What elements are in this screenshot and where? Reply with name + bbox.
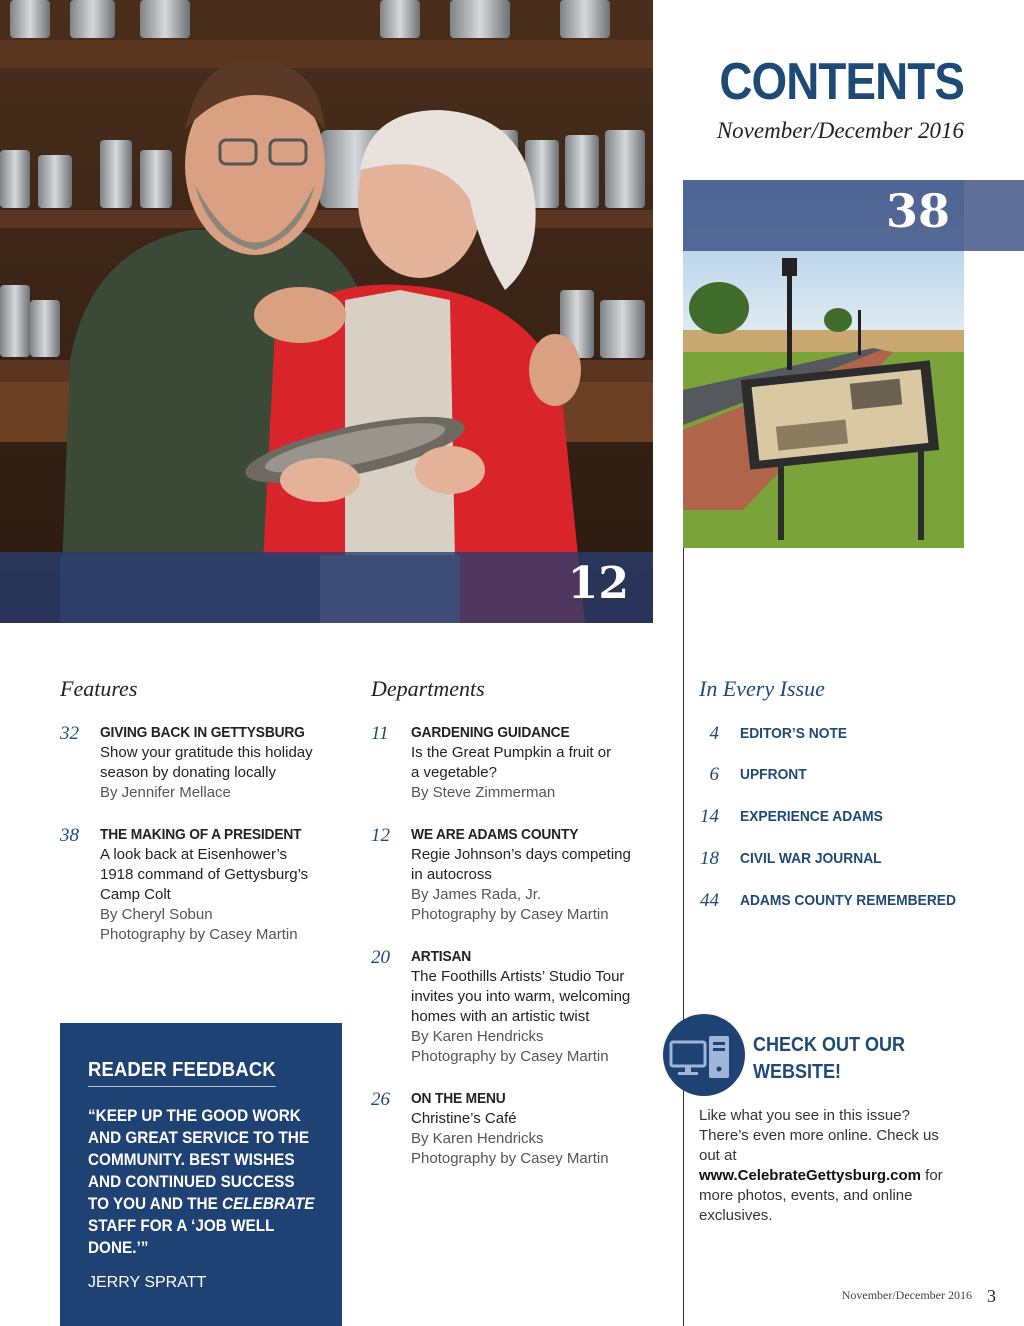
hero-photo: [0, 0, 653, 623]
department-desc-line: The Foothills Artists’ Studio Tour: [411, 968, 625, 985]
department-title: ARTISAN: [411, 948, 472, 965]
reader-feedback-signature: JERRY SPRATT: [88, 1274, 207, 1291]
every-issue-label: UPFRONT: [740, 766, 807, 783]
departments-heading: Departments: [371, 676, 485, 701]
feature-page: 38: [60, 825, 79, 846]
feature-title: GIVING BACK IN GETTYSBURG: [100, 724, 305, 741]
department-title: ON THE MENU: [411, 1090, 506, 1107]
department-credit: By Karen Hendricks: [411, 1130, 544, 1147]
every-issue-label: CIVIL WAR JOURNAL: [740, 850, 882, 867]
every-issue-heading: In Every Issue: [699, 676, 825, 701]
feature-credit: By Jennifer Mellace: [100, 784, 231, 801]
quote-emphasis: CELEBRATE: [222, 1194, 315, 1213]
department-title: WE ARE ADAMS COUNTY: [411, 826, 579, 843]
department-credit: Photography by Casey Martin: [411, 1150, 609, 1167]
computer-icon: [663, 1014, 745, 1096]
department-item[interactable]: [371, 947, 631, 1067]
website-heading-line: CHECK OUT OUR: [753, 1034, 906, 1056]
feature-item[interactable]: [60, 825, 320, 945]
hero-page-number: 12: [567, 558, 629, 609]
feature-page: 32: [60, 723, 79, 744]
footer-issue: November/December 2016: [841, 1288, 972, 1302]
side-page-band: [683, 180, 1024, 251]
quote-text: “KEEP UP THE GOOD WORK AND GREAT SERVICE TO THE COMMUNITY. BEST WISHES AND CONTINUED SUCCESS TO YOU AND THE: [88, 1106, 310, 1213]
website-text-part: Like what you see in this issue? There’s even more online. Check us out at: [699, 1107, 939, 1164]
department-desc-line: a vegetable?: [411, 764, 497, 781]
every-issue-page: 18: [700, 848, 719, 869]
department-page: 11: [371, 723, 389, 744]
page-title: CONTENTS: [719, 53, 964, 111]
website-url-link[interactable]: www.CelebrateGettysburg.com: [699, 1167, 921, 1184]
department-credit: Photography by Casey Martin: [411, 906, 609, 923]
website-text: [699, 1106, 949, 1226]
reader-feedback-heading: READER FEEDBACK: [88, 1059, 276, 1087]
feature-desc-line: A look back at Eisenhower’s: [100, 846, 288, 863]
department-desc-line: Regie Johnson’s days competing: [411, 846, 631, 863]
hero-page-band: [0, 552, 653, 623]
every-issue-page: 44: [700, 890, 719, 911]
department-page: 26: [371, 1089, 390, 1110]
every-issue-label: ADAMS COUNTY REMEMBERED: [740, 892, 956, 909]
feature-desc-line: season by donating locally: [100, 764, 276, 781]
website-heading: [753, 1032, 905, 1086]
side-page-number: 38: [885, 184, 950, 238]
footer-page-number: 3: [987, 1286, 996, 1306]
department-desc-line: invites you into warm, welcoming: [411, 988, 631, 1005]
department-item[interactable]: [371, 825, 631, 925]
department-desc-line: Christine’s Café: [411, 1110, 517, 1127]
department-desc-line: homes with an artistic twist: [411, 1008, 590, 1025]
issue-date: November/December 2016: [716, 118, 964, 143]
reader-feedback-panel: [60, 1023, 342, 1326]
features-heading: Features: [60, 676, 138, 701]
department-item[interactable]: [371, 723, 631, 803]
department-item[interactable]: [371, 1089, 631, 1169]
website-text-part: for more photos, events, and online exclusives.: [699, 1167, 943, 1224]
department-title: GARDENING GUIDANCE: [411, 724, 570, 741]
feature-credit: By Cheryl Sobun: [100, 906, 213, 923]
feature-desc-line: 1918 command of Gettysburg’s: [100, 866, 309, 883]
department-page: 12: [371, 825, 390, 846]
reader-feedback-quote: [88, 1105, 315, 1259]
feature-desc-line: Show your gratitude this holiday: [100, 744, 313, 761]
department-credit: By James Rada, Jr.: [411, 886, 542, 903]
every-issue-label: EXPERIENCE ADAMS: [740, 808, 883, 825]
every-issue-page: 6: [709, 764, 719, 785]
feature-title: THE MAKING OF A PRESIDENT: [100, 826, 302, 843]
every-issue-page: 14: [700, 806, 719, 827]
website-heading-line: WEBSITE!: [753, 1061, 842, 1083]
department-desc-line: Is the Great Pumpkin a fruit or: [411, 744, 612, 761]
department-credit: By Karen Hendricks: [411, 1028, 544, 1045]
quote-text: STAFF FOR A ‘JOB WELL DONE.’”: [88, 1216, 275, 1257]
column-divider: [683, 548, 684, 1326]
every-issue-page: 4: [709, 723, 719, 744]
department-desc-line: in autocross: [411, 866, 492, 883]
feature-desc-line: Camp Colt: [100, 886, 171, 903]
feature-item[interactable]: [60, 723, 320, 803]
department-credit: By Steve Zimmerman: [411, 784, 556, 801]
department-page: 20: [371, 947, 390, 968]
department-credit: Photography by Casey Martin: [411, 1048, 609, 1065]
website-badge: [663, 1014, 745, 1096]
every-issue-label: EDITOR’S NOTE: [740, 725, 848, 742]
feature-credit: Photography by Casey Martin: [100, 926, 298, 943]
